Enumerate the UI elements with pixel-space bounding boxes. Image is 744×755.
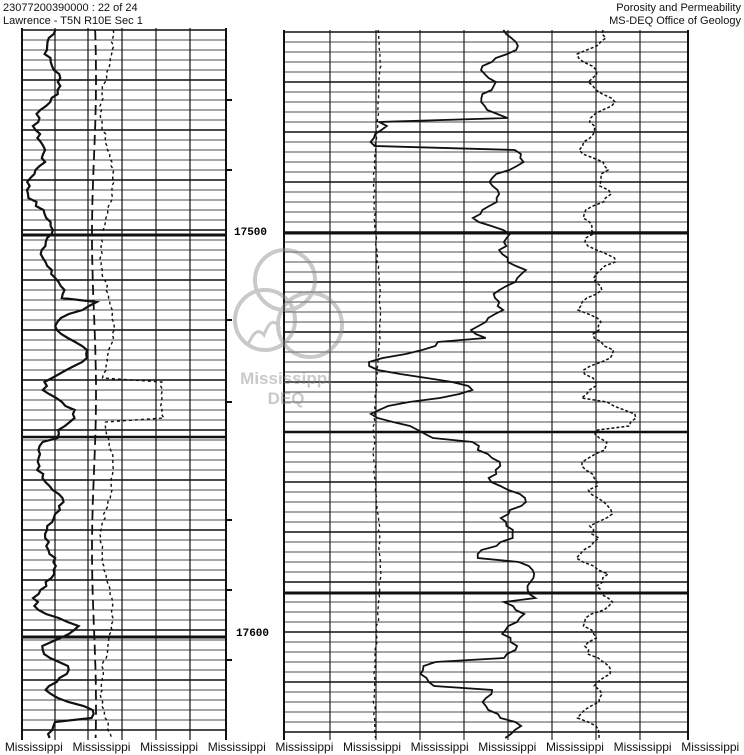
left-dotted-curve xyxy=(100,30,164,738)
agency-name: MS-DEQ Office of Geology xyxy=(609,15,741,27)
watermark-text-line1: Mississippi xyxy=(240,369,332,388)
footer-label: Mississippi xyxy=(343,740,402,754)
footer-label: Mississippi xyxy=(613,740,672,754)
footer-label: Mississippi xyxy=(681,740,740,754)
mississippi-deq-watermark xyxy=(235,250,342,408)
left-track-grid xyxy=(22,28,226,740)
footer-strip xyxy=(0,740,744,755)
location-line: Lawrence - T5N R10E Sec 1 xyxy=(3,15,143,27)
footer-label: Mississippi xyxy=(140,740,199,754)
svg-text:17600: 17600 xyxy=(236,628,270,640)
log-type-title: Porosity and Permeability xyxy=(616,2,741,14)
left-solid-curve xyxy=(27,30,97,738)
svg-text:17500: 17500 xyxy=(234,227,268,239)
footer-label: Mississippi xyxy=(275,740,334,754)
depth-label-17500 xyxy=(229,224,273,239)
footer-label: Mississippi xyxy=(207,740,266,754)
depth-label-17600 xyxy=(232,625,276,640)
footer-label: Mississippi xyxy=(410,740,469,754)
well-id-line: 23077200390000 : 22 of 24 xyxy=(3,2,138,14)
right-track-grid xyxy=(284,30,688,740)
watermark-seal-icon xyxy=(235,250,342,357)
watermark-text-line2: DEQ xyxy=(267,389,305,408)
footer-label: Mississippi xyxy=(4,740,63,754)
footer-label: Mississippi xyxy=(478,740,537,754)
left-dashed-curve xyxy=(92,30,96,738)
footer-label: Mississippi xyxy=(72,740,131,754)
footer-label: Mississippi xyxy=(545,740,604,754)
